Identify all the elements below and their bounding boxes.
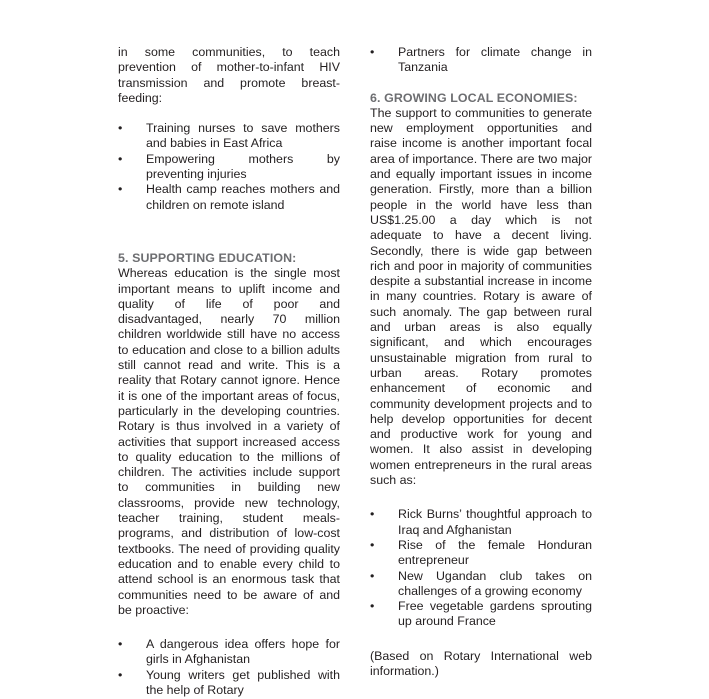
list-item: • A dangerous idea offers hope for girls in Afghanistan xyxy=(118,637,340,667)
section-heading-economies: 6. GROWING LOCAL ECONOMIES: xyxy=(370,90,578,105)
left-column xyxy=(118,45,340,698)
bullet-icon: • xyxy=(370,599,375,614)
bullet-icon: • xyxy=(370,537,375,552)
health-list xyxy=(118,121,340,213)
right-column xyxy=(370,45,592,679)
bullet-icon: • xyxy=(370,507,375,522)
health-intro-paragraph: in some communities, to teach prevention of mother-to-infant HIV transmission and promote breast-feeding: xyxy=(118,45,340,105)
education-list xyxy=(118,637,340,698)
bullet-icon: • xyxy=(118,151,123,166)
list-item: • Free vegetable gardens sprouting up around France xyxy=(370,599,592,629)
bullet-icon: • xyxy=(118,637,123,652)
list-item: • Young writers get published with the help of Rotary xyxy=(118,667,340,697)
bullet-icon: • xyxy=(118,121,123,136)
section-heading-education: 5. SUPPORTING EDUCATION: xyxy=(118,250,297,265)
bullet-icon: • xyxy=(118,667,123,682)
list-item: • Empowering mothers by preventing injuries xyxy=(118,151,340,182)
economies-paragraph: The support to communities to generate new employment opportunities and raise income is another important focal area of importance. There are two major and equally important issues in income generation. Firstly, more than a billion people in the world have less than US$1.25.00 a day which is not adequate to have a decent living. Secondly, there is wide gap between rich and poor in majority of communities despite a substantial increase in income in many countries. Rotary is aware of such anomaly. The gap between rural and urban areas is also equally significant, and which encourages unsustainable migration from rural to urban areas. Rotary promotes enhancement of economic and community development projects and to help develop opportunities for decent and productive work for young and women. It also assist in developing women entrepreneurs in the rural areas such as: xyxy=(370,105,592,488)
list-item: • Health camp reaches mothers and children on remote island xyxy=(118,182,340,212)
bullet-icon: • xyxy=(118,182,123,197)
list-item: • New Ugandan club takes on challenges of a growing economy xyxy=(370,568,592,598)
economies-list xyxy=(370,507,592,629)
list-item: • Rick Burns’ thoughtful approach to Iraq and Afghanistan xyxy=(370,507,592,537)
list-item: • Partners for climate change in Tanzania xyxy=(370,45,592,75)
education-paragraph: Whereas education is the single most important means to uplift income and quality of life of poor and disadvantaged, nearly 70 million children worldwide still have no access to education and close to a billion adults still cannot read and write. This is a reality that Rotary cannot ignore. Hence it is one of the important areas of focus, particularly in the developing countries. Rotary is thus involved in a variety of activities that support increased access to quality education to the millions of children. The activities include support to communities in building new classrooms, provide new technology, teacher training, student meals-programs, and distribution of low-cost textbooks. The need of providing quality education and to enable every child to attend school is an enormous task that communities need to be aware of and be proactive: xyxy=(118,266,340,617)
bullet-icon: • xyxy=(370,45,375,59)
bullet-icon: • xyxy=(370,568,375,583)
list-item: • Training nurses to save mothers and babies in East Africa xyxy=(118,121,340,151)
list-item: • Rise of the female Honduran entrepreneur xyxy=(370,537,592,568)
top-list xyxy=(370,45,592,76)
source-note: (Based on Rotary International web information.) xyxy=(370,648,592,678)
